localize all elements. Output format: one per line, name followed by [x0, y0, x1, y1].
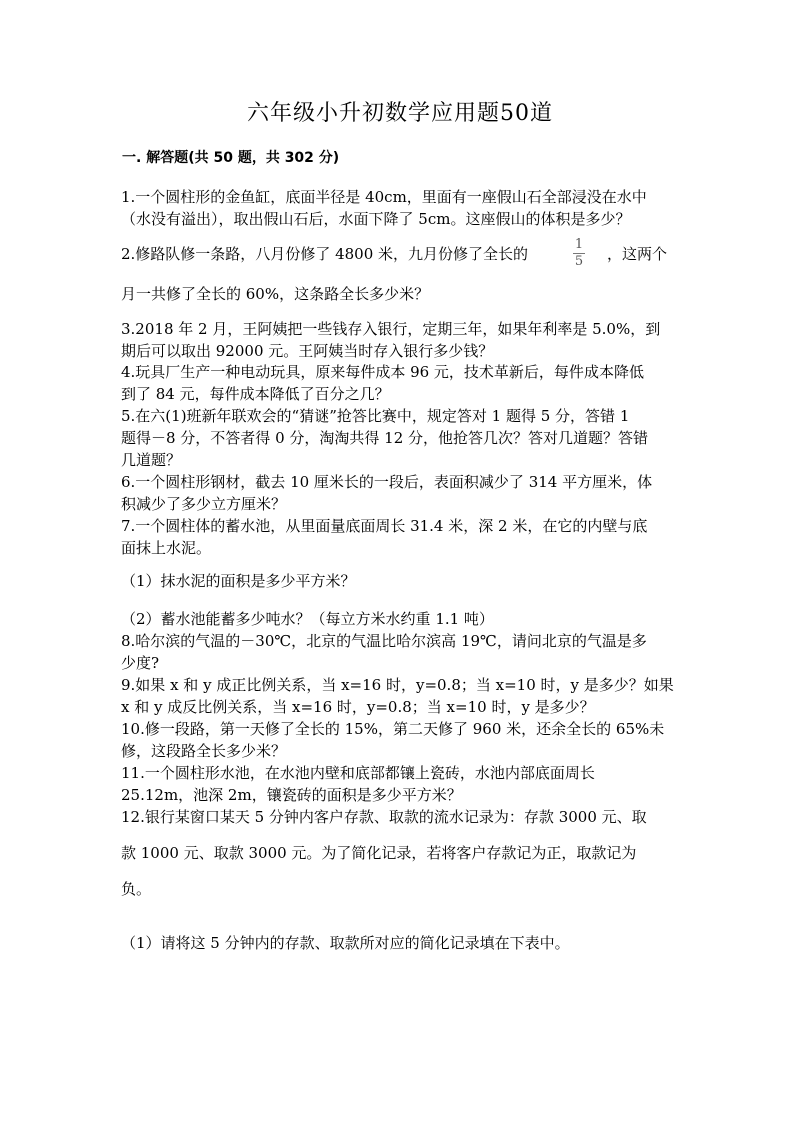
question-12-line-3: 负。: [121, 880, 152, 898]
question-8-line-2: 少度?: [121, 654, 160, 672]
section-heading: 一. 解答题(共 50 题，共 302 分): [122, 150, 340, 166]
question-9-line-2: x 和 y 成反比例关系，当 x=16 时，y=0.8；当 x=10 时，y 是多少？: [121, 698, 595, 716]
question-10-line-1: 10.修一段路，第一天修了全长的 15%，第二天修了 960 米，还余全长的 65%未: [121, 720, 665, 738]
question-7-sub-1: （1）抹水泥的面积是多少平方米？: [121, 572, 356, 590]
question-6-line-2: 积减少了多少立方厘米？: [121, 495, 287, 513]
question-6-line-1: 6.一个圆柱形钢材，截去 10 厘米长的一段后，表面积减少了 314 平方厘米，体: [121, 473, 653, 491]
page-title: 六年级小升初数学应用题50道: [247, 101, 553, 126]
question-12-line-1: 12.银行某窗口某天 5 分钟内客户存款、取款的流水记录为：存款 3000 元、取: [121, 808, 647, 826]
question-5-line-3: 几道题？: [121, 451, 182, 469]
question-4-line-1: 4.玩具厂生产一种电动玩具，原来每件成本 96 元，技术革新后，每件成本降低: [121, 363, 644, 381]
question-1-line-2: （水没有溢出），取出假山石后，水面下降了 5cm。这座假山的体积是多少？: [121, 210, 631, 228]
question-8-line-1: 8.哈尔滨的气温的－30℃，北京的气温比哈尔滨高 19℃，请问北京的气温是多: [121, 632, 647, 650]
question-2-line-2: 月一共修了全长的 60%，这条路全长多少米？: [121, 285, 430, 303]
question-11-line-1: 11.一个圆柱形水池，在水池内壁和底部都镶上瓷砖，水池内部底面周长: [121, 764, 595, 782]
question-7-line-1: 7.一个圆柱体的蓄水池，从里面量底面周长 31.4 米，深 2 米，在它的内壁与底: [121, 517, 648, 535]
question-1-line-1: 1.一个圆柱形的金鱼缸，底面半径是 40cm，里面有一座假山石全部浸没在水中: [121, 188, 647, 206]
question-11-line-2: 25.12m，池深 2m，镶瓷砖的面积是多少平方米？: [121, 786, 462, 804]
fraction-denominator: 5: [574, 254, 584, 269]
question-7-sub-2: （2）蓄水池能蓄多少吨水？（每立方米水约重 1.1 吨）: [121, 610, 494, 628]
question-2-line-1: 2.修路队修一条路，八月份修了 4800 米，九月份修了全长的: [121, 245, 529, 263]
question-10-line-2: 修，这段路全长多少米？: [121, 742, 287, 760]
question-3-line-2: 期后可以取出 92000 元。王阿姨当时存入银行多少钱？: [121, 342, 494, 360]
question-12-sub-1: （1）请将这 5 分钟内的存款、取款所对应的简化记录填在下表中。: [121, 934, 570, 952]
question-5-line-1: 5.在六(1)班新年联欢会的“猜谜”抢答比赛中，规定答对 1 题得 5 分，答错 1: [121, 407, 630, 425]
question-3-line-1: 3.2018 年 2 月，王阿姨把一些钱存入银行，定期三年，如果年利率是 5.0%，到: [121, 320, 661, 338]
question-7-line-2: 面抹上水泥。: [121, 539, 212, 557]
fraction-one-fifth: [571, 238, 587, 269]
question-5-line-2: 题得－8 分，不答者得 0 分，淘淘共得 12 分，他抢答几次？答对几道题？答错: [121, 429, 649, 447]
question-2-line-1-tail: ，这两个: [607, 245, 668, 263]
fraction-numerator: 1: [574, 237, 584, 252]
question-12-line-2: 款 1000 元、取款 3000 元。为了简化记录，若将客户存款记为正，取款记为: [121, 844, 637, 862]
question-9-line-1: 9.如果 x 和 y 成正比例关系，当 x=16 时，y=0.8；当 x=10 时，y 是多少？如果: [121, 676, 674, 694]
question-4-line-2: 到了 84 元，每件成本降低了百分之几？: [121, 385, 390, 403]
